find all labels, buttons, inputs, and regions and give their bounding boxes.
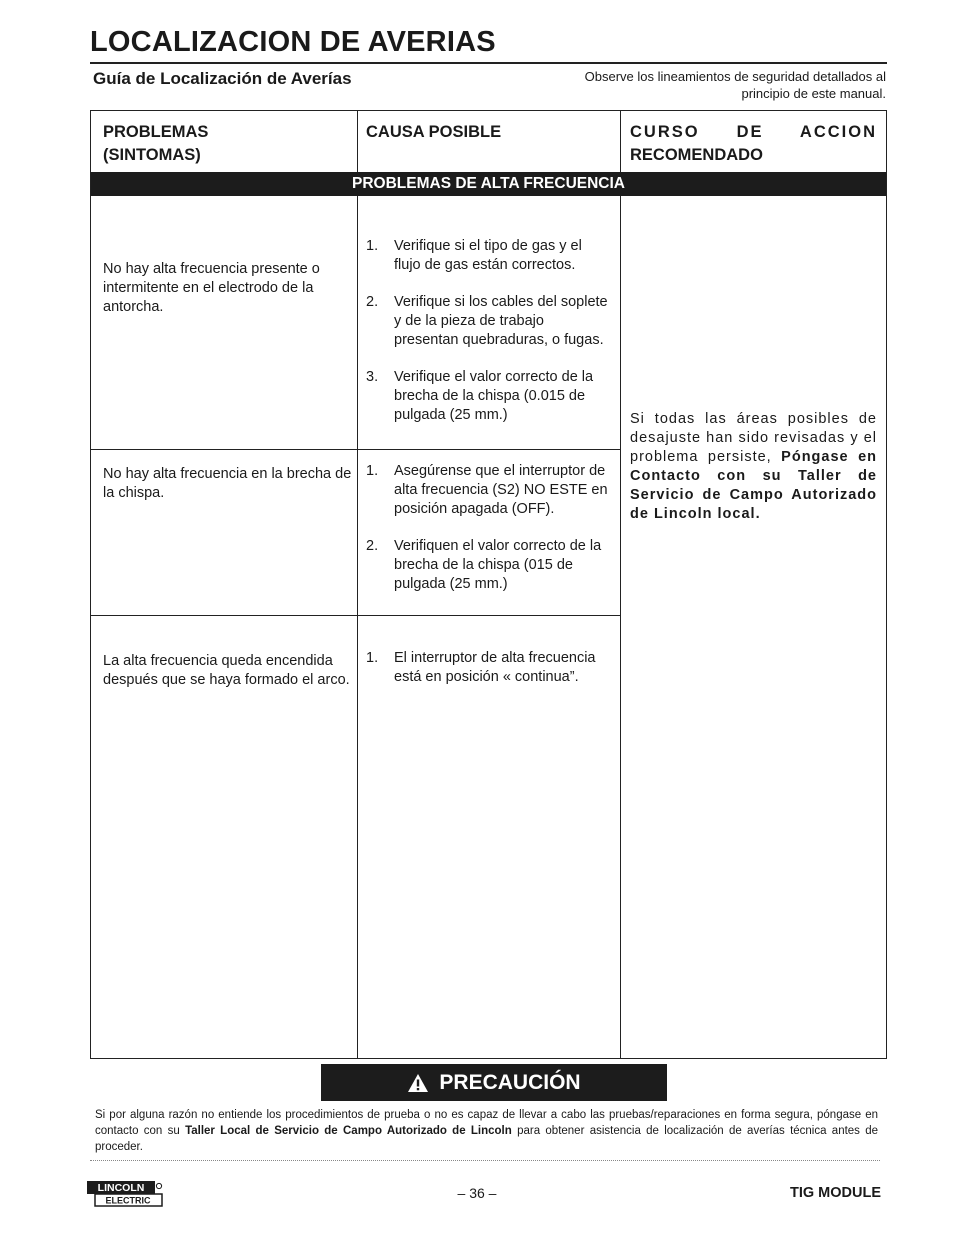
problem-text-3: La alta frecuencia queda encendida después que se haya formado el arco. (103, 653, 350, 688)
caution-text-start: Si por alguna razón no entiende los procedimientos de prueba o no es capaz de llevar a cabo las pruebas/reparaciones en forma segura, póngase en contacto con su (95, 1109, 878, 1137)
svg-text:ELECTRIC: ELECTRIC (105, 1195, 151, 1206)
header-problems-line-2: (SINTOMAS) (103, 146, 201, 164)
cause-number: 3. (366, 369, 379, 385)
caution-text-end: para obtener asistencia de localización de averías técnica antes de proceder. (95, 1125, 879, 1153)
header-cause (366, 121, 606, 144)
header-action-line-1: CURSO DE ACCION (630, 123, 877, 141)
safety-note-line-1: Observe los lineamientos de seguridad detallados al (584, 69, 886, 84)
column-divider (357, 111, 358, 1058)
page-number: – 36 – (457, 1185, 497, 1201)
troubleshooting-table (90, 110, 887, 1059)
recommended-text: Si todas las áreas posibles de desajuste han sido revisadas y el problema persiste, (630, 411, 877, 465)
header-action-line-2: RECOMENDADO (630, 146, 763, 164)
cause-list-2 (366, 462, 611, 612)
section-subtitle: Guía de Localización de Averías (93, 69, 352, 88)
recommended-contact: Póngase en Contacto con su Taller de Servicio de Campo Autorizado de Lincoln local. (630, 449, 877, 522)
cause-text: El interruptor de alta frecuencia está en posición « continua”. (394, 650, 596, 685)
cause-number: 2. (366, 294, 379, 310)
cause-item (366, 649, 616, 687)
svg-text:LINCOLN: LINCOLN (97, 1182, 145, 1195)
cause-number: 1. (366, 650, 379, 666)
cause-list-1 (366, 237, 611, 443)
caution-text-contact: Taller Local de Servicio de Campo Autorizado de Lincoln (185, 1125, 512, 1137)
safety-note (526, 68, 886, 102)
cause-text: Verifique si el tipo de gas y el flujo de gas están correctos. (394, 238, 582, 273)
page-title: LOCALIZACION DE AVERIAS (90, 26, 496, 58)
caution-banner (321, 1064, 667, 1101)
caution-note (95, 1107, 878, 1155)
cause-list-3 (366, 649, 616, 705)
header-cause-label: CAUSA POSIBLE (366, 123, 502, 141)
product-name: TIG MODULE (789, 1185, 881, 1201)
cause-text: Asegúrense que el interruptor de alta frecuencia (S2) NO ESTE en posición apagada (OFF). (394, 463, 608, 517)
header-problems-line-1: PROBLEMAS (103, 123, 209, 141)
cause-text: Verifiquen el valor correcto de la brecha de la chispa (015 de pulgada (25 mm.) (394, 538, 602, 592)
column-divider (620, 111, 621, 1058)
row-divider (91, 449, 620, 450)
section-band: PROBLEMAS DE ALTA FRECUENCIA (91, 172, 886, 196)
warning-triangle-icon (407, 1073, 429, 1093)
cause-text: Verifique el valor correcto de la brecha de la chispa (0.015 de pulgada (25 mm.) (394, 369, 594, 423)
cause-number: 1. (366, 238, 379, 254)
title-rule (90, 62, 887, 64)
cause-item (366, 368, 611, 425)
cause-number: 1. (366, 463, 379, 479)
safety-note-line-2: principio de este manual. (741, 86, 886, 101)
problem-text-1: No hay alta frecuencia presente o intermitente en el electrodo de la antorcha. (103, 261, 320, 315)
cause-item (366, 293, 611, 350)
cause-item (366, 237, 611, 275)
header-action (630, 121, 877, 167)
header-problems (103, 121, 343, 167)
recommended-action (630, 410, 877, 524)
row-divider (91, 615, 620, 616)
cause-item (366, 537, 611, 594)
caution-label: PRECAUCIÓN (439, 1070, 581, 1094)
cause-number: 2. (366, 538, 379, 554)
cause-text: Verifique si los cables del soplete y de la pieza de trabajo presentan quebraduras, o fugas. (394, 294, 608, 348)
footer-divider (90, 1160, 880, 1161)
problem-text-2: No hay alta frecuencia en la brecha de la chispa. (103, 466, 352, 501)
cause-item (366, 462, 611, 519)
